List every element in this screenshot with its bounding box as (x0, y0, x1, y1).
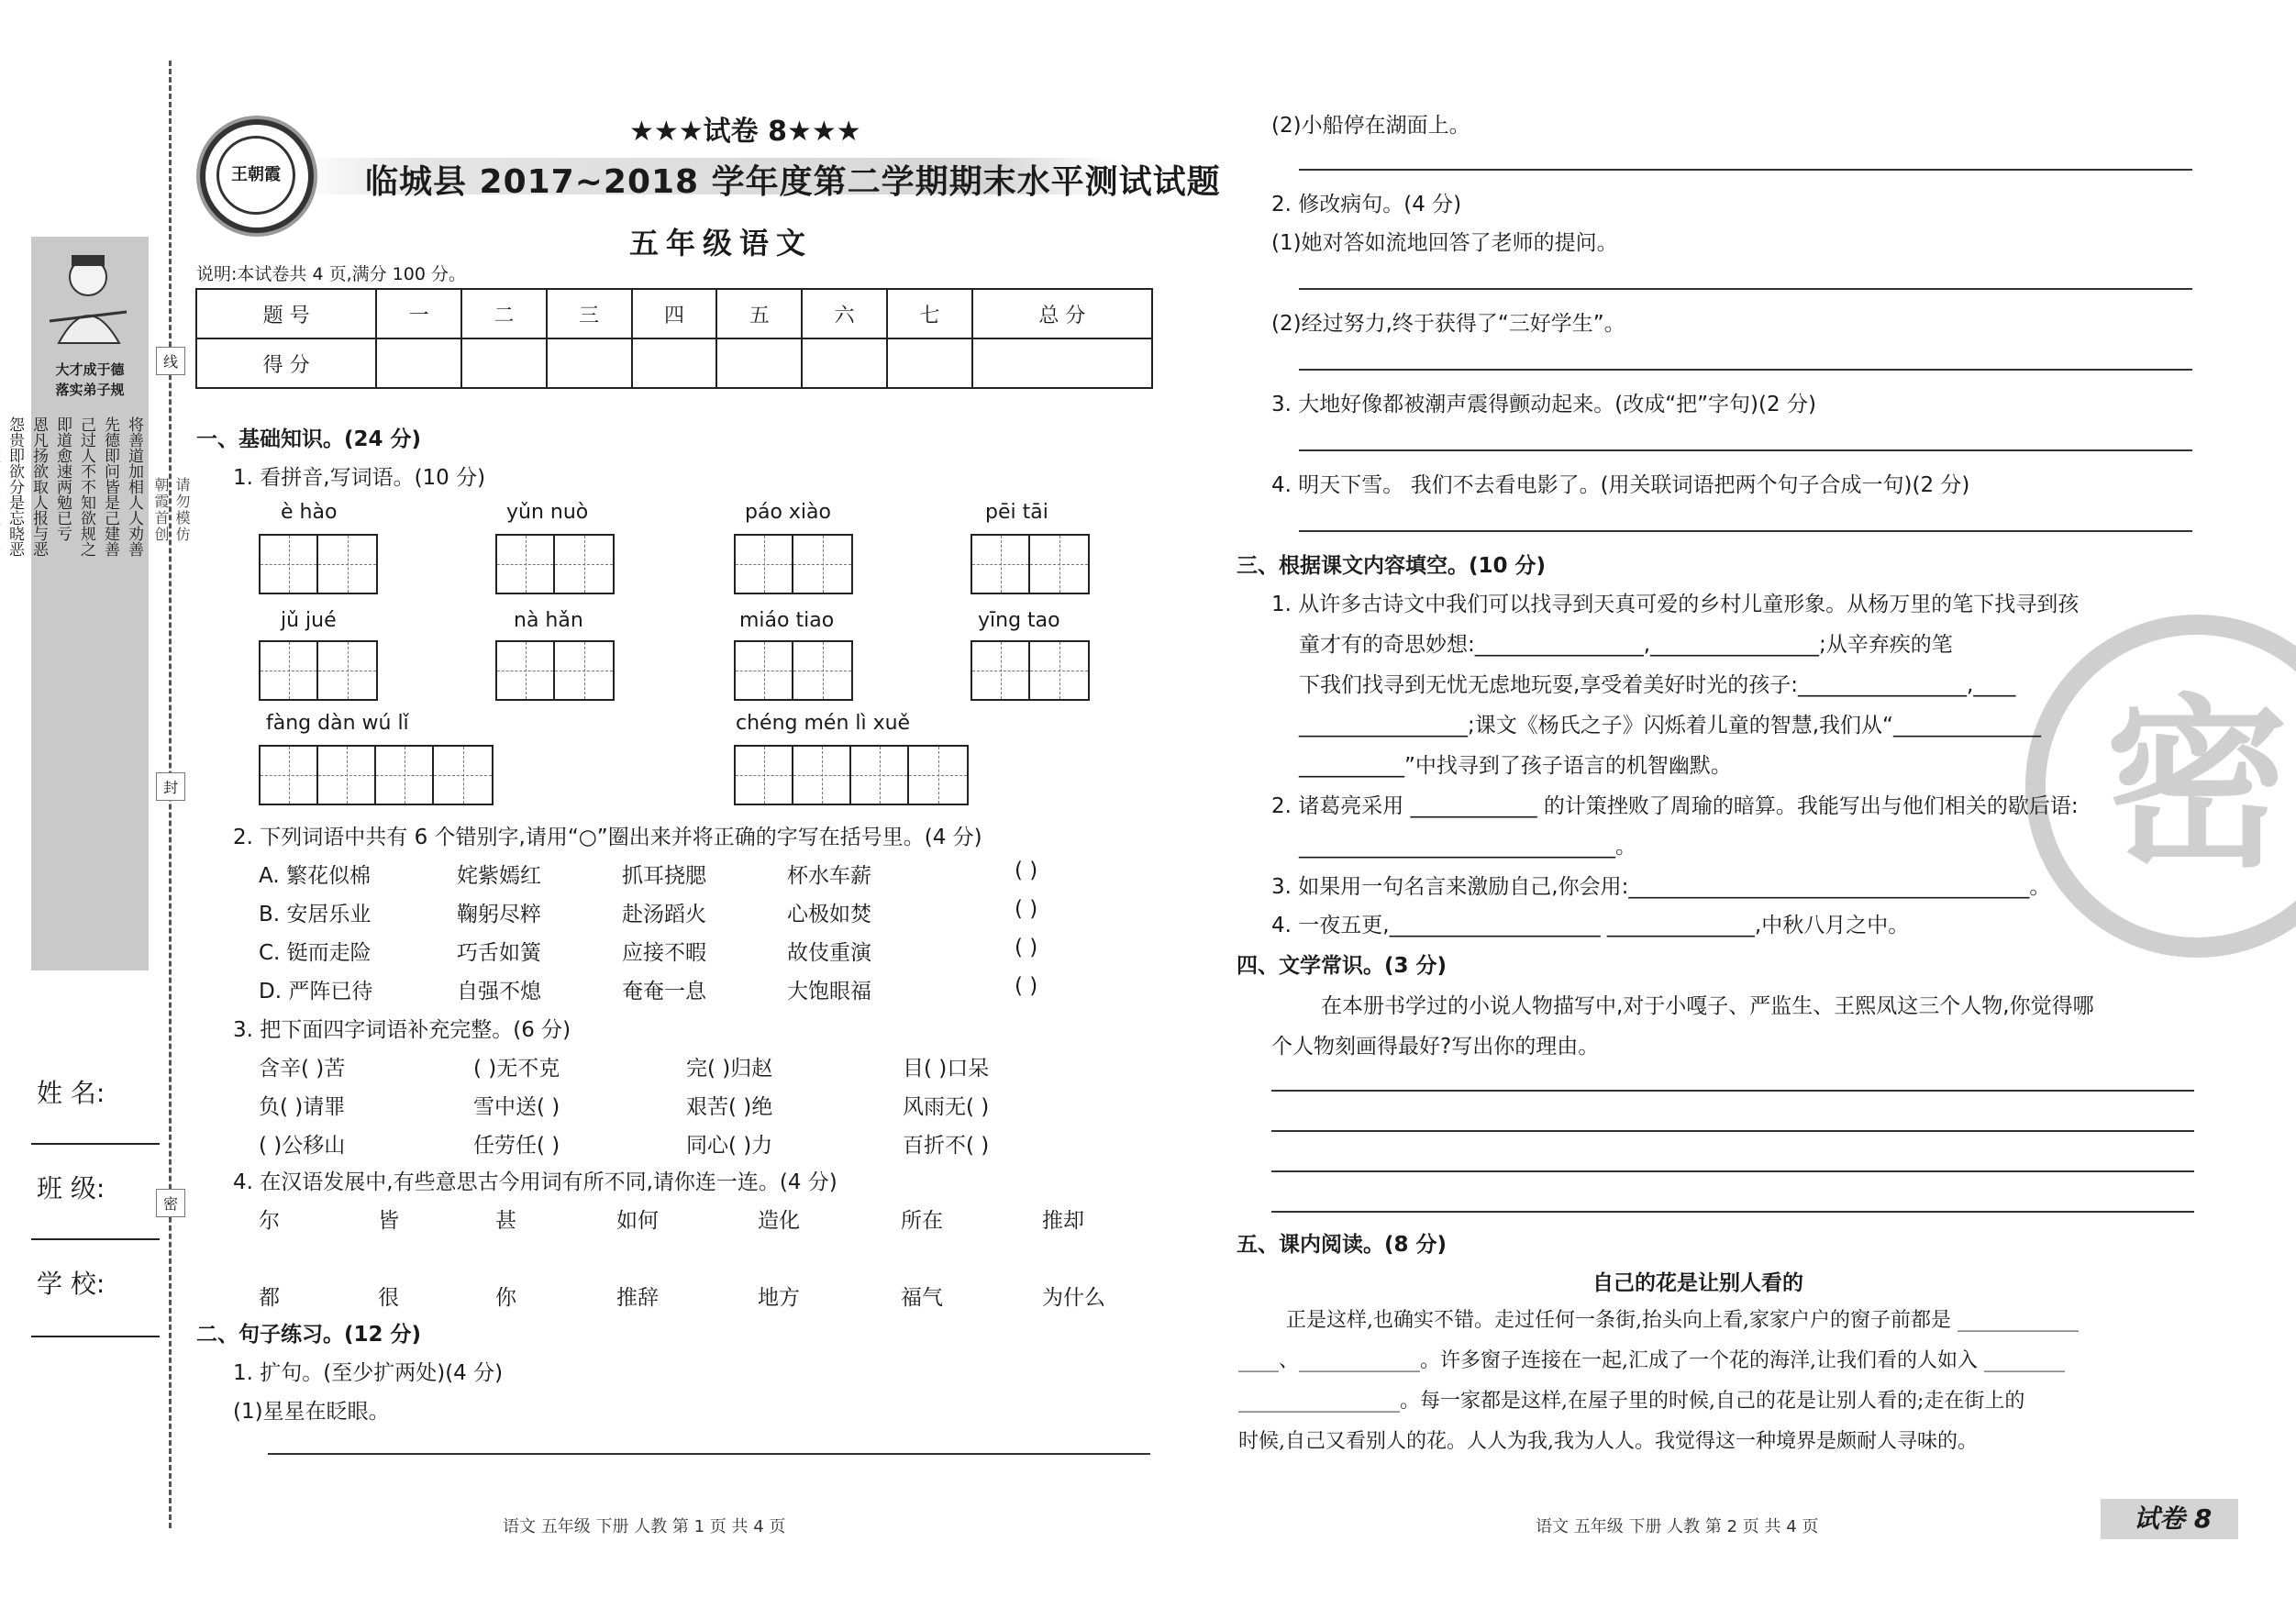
answer-line[interactable] (1271, 1170, 2194, 1172)
answer-line[interactable] (1299, 449, 2192, 451)
class-label: 班 级: (37, 1173, 105, 1203)
score-head-cell: 二 (461, 289, 547, 338)
match-bottom-word[interactable]: 地方 (758, 1286, 800, 1310)
motto-columns (6, 416, 145, 958)
s3-question-2[interactable]: 2. 诸葛亮采用 ____________ 的计策挫败了周瑜的暗算。我能写出与他们相关的歇后语: (1271, 794, 2079, 818)
section-5-heading: 五、课内阅读。(8 分) (1237, 1233, 1447, 1257)
exam-title: 临城县 2017~2018 学年度第二学期期末水平测试试题 (365, 163, 1221, 201)
q2-item: 杯水车薪 (787, 864, 871, 888)
q3-item[interactable]: 同心( )力 (686, 1134, 773, 1158)
motto-col: 己过人不不知欲规之 (77, 416, 95, 557)
pinyin-label: yīng tao (978, 609, 1060, 632)
exam-note: 说明:本试卷共 4 页,满分 100 分。 (196, 264, 466, 284)
seal-mark-feng: 封 (156, 772, 185, 801)
seal-watermark-icon: 密 (2025, 615, 2296, 958)
q3-item[interactable]: 任劳任( ) (473, 1134, 560, 1158)
q3-item[interactable]: 风雨无( ) (903, 1095, 990, 1119)
page-footer-left: 语文 五年级 下册 人教 第 1 页 共 4 页 (503, 1517, 786, 1536)
s3-q1-line: 1. 从许多古诗文中我们可以找寻到天真可爱的乡村儿童形象。从杨万里的笔下找寻到孩 (1271, 593, 2080, 616)
score-value-row (196, 338, 1152, 388)
corner-exam-label: 试卷 8 (2134, 1503, 2213, 1534)
s4-text: 在本册书学过的小说人物描写中,对于小嘎子、严监生、王熙凤这三个人物,你觉得哪 (1321, 994, 2094, 1018)
answer-line[interactable] (1299, 530, 2192, 532)
score-input-cell[interactable] (376, 338, 461, 388)
q2-item: D. 严阵已待 (259, 980, 373, 1004)
match-top-word[interactable]: 如何 (616, 1209, 659, 1233)
exam-number: ★★★试卷 8★★★ (629, 116, 861, 148)
motto-title-line2: 落实弟子规 (55, 382, 125, 398)
pinyin-label: páo xiào (745, 501, 831, 524)
score-head-cell: 总 分 (972, 289, 1152, 338)
q2-item: 抓耳挠腮 (622, 864, 706, 888)
s2-q1-item-1: (1)星星在眨眼。 (233, 1400, 390, 1424)
answer-line[interactable] (1299, 169, 2192, 171)
writing-grid[interactable] (734, 640, 853, 701)
answer-line[interactable] (268, 1453, 1150, 1455)
question-2: 2. 下列词语中共有 6 个错别字,请用“○”圈出来并将正确的字写在括号里。(4 分) (233, 826, 982, 849)
question-3: 3. 把下面四字词语补充完整。(6 分) (233, 1018, 571, 1042)
scholar-illustration-icon (31, 240, 149, 360)
answer-line[interactable] (1271, 1211, 2194, 1213)
q2-item: B. 安居乐业 (259, 903, 372, 926)
match-top-word[interactable]: 皆 (378, 1209, 399, 1233)
score-head-cell: 四 (632, 289, 717, 338)
question-4: 4. 在汉语发展中,有些意思古今用词有所不同,请你连一连。(4 分) (233, 1170, 837, 1194)
exam-subtitle: 五年级语文 (629, 226, 814, 261)
q3-item[interactable]: 完( )归赵 (686, 1057, 773, 1081)
score-input-cell[interactable] (972, 338, 1152, 388)
writing-grid[interactable] (971, 640, 1090, 701)
guide-text-2: 请勿模仿 (173, 477, 191, 543)
section-1-heading: 一、基础知识。(24 分) (196, 427, 422, 451)
pinyin-label: è hào (281, 501, 338, 524)
s3-question-4[interactable]: 4. 一夜五更,____________________ ______________,中秋八月之中。 (1271, 914, 1910, 937)
motto-title-line1: 大才成于德 (55, 361, 125, 378)
match-top-word[interactable]: 造化 (758, 1209, 800, 1233)
answer-line[interactable] (1271, 1090, 2194, 1092)
match-bottom-word[interactable]: 福气 (901, 1286, 943, 1310)
q3-item[interactable]: 百折不( ) (903, 1134, 990, 1158)
s3-q2-blank[interactable]: ______________________________。 (1299, 835, 1636, 859)
q2-answer-bracket[interactable]: ( ) (1015, 859, 1038, 882)
s2-q2-item-1: (1)她对答如流地回答了老师的提问。 (1271, 231, 1618, 255)
section-4-heading: 四、文学常识。(3 分) (1237, 954, 1447, 978)
q2-answer-bracket[interactable]: ( ) (1015, 897, 1038, 921)
score-head-cell: 三 (547, 289, 632, 338)
s2-question-1: 1. 扩句。(至少扩两处)(4 分) (233, 1361, 504, 1385)
q3-item[interactable]: 负( )请罪 (259, 1095, 346, 1119)
score-input-cell[interactable] (716, 338, 802, 388)
match-bottom-word[interactable]: 为什么 (1042, 1286, 1105, 1310)
match-bottom-word[interactable]: 你 (495, 1286, 516, 1310)
writing-grid[interactable] (734, 745, 969, 805)
motto-col (0, 416, 2, 958)
q2-item: A. 繁花似棉 (259, 864, 371, 888)
score-input-cell[interactable] (802, 338, 887, 388)
q2-item: 自强不熄 (457, 980, 541, 1004)
q3-item[interactable]: 雪中送( ) (473, 1095, 560, 1119)
s3-q1-line[interactable]: ________________;课文《杨氏之子》闪烁着儿童的智慧,我们从“______________ (1299, 714, 2041, 738)
motto-title (35, 360, 145, 400)
reading-title: 自己的花是让别人看的 (1592, 1271, 1803, 1295)
school-field[interactable] (31, 1336, 160, 1337)
s2-question-4: 4. 明天下雪。 我们不去看电影了。(用关联词语把两个句子合成一句)(2 分) (1271, 473, 1970, 497)
motto-col: 怨贵即欲分是忘晓恶 (6, 416, 24, 557)
s4-text: 个人物刻画得最好?写出你的理由。 (1271, 1035, 1600, 1059)
seal-mark-mi: 密 (156, 1189, 185, 1217)
match-top-word[interactable]: 推却 (1042, 1209, 1084, 1233)
match-top-word[interactable]: 所在 (901, 1209, 943, 1233)
motto-col: 恩凡扬欲取人报与恶 (29, 416, 48, 557)
match-bottom-word[interactable]: 都 (259, 1286, 280, 1310)
q2-answer-bracket[interactable]: ( ) (1015, 974, 1038, 998)
writing-grid[interactable] (495, 534, 615, 594)
score-input-cell[interactable] (461, 338, 547, 388)
score-head-cell: 五 (716, 289, 802, 338)
s2-q1-item-2: (2)小船停在湖面上。 (1271, 114, 1470, 138)
match-bottom-word[interactable]: 推辞 (616, 1286, 659, 1310)
s3-q1-line[interactable]: 下我们找寻到无忧无虑地玩耍,享受着美好时光的孩子:________________,____ (1299, 673, 2016, 697)
reading-line[interactable]: ________________。每一家都是这样,在屋子里的时候,自己的花是让别人看的;走在街上的 (1238, 1390, 2025, 1413)
q2-item: 姹紫嫣红 (457, 864, 541, 888)
pinyin-label: fàng dàn wú lǐ (266, 712, 409, 735)
pinyin-label: miáo tiao (739, 609, 835, 632)
answer-line[interactable] (1299, 369, 2192, 371)
q3-item[interactable]: 艰苦( )绝 (686, 1095, 773, 1119)
s2-question-3: 3. 大地好像都被潮声震得颤动起来。(改成“把”字句)(2 分) (1271, 393, 1816, 416)
writing-grid[interactable] (495, 640, 615, 701)
q2-item: 赴汤蹈火 (622, 903, 706, 926)
score-head-cell: 题 号 (196, 289, 376, 338)
s3-question-3[interactable]: 3. 如果用一句名言来激励自己,你会用:______________________________________。 (1271, 875, 2051, 899)
q2-item: 巧舌如簧 (457, 941, 541, 965)
answer-line[interactable] (1299, 288, 2192, 290)
q2-item: 大饱眼福 (787, 980, 871, 1004)
score-input-cell[interactable] (632, 338, 717, 388)
q2-item: 鞠躬尽粹 (457, 903, 541, 926)
class-field[interactable] (31, 1238, 160, 1240)
pinyin-label: nà hǎn (514, 609, 583, 632)
score-table (195, 288, 1153, 389)
score-label-cell: 得 分 (196, 338, 376, 388)
s3-q1-line[interactable]: 童才有的奇思妙想:________________,________________;从辛弃疾的笔 (1299, 633, 1953, 657)
q2-item: C. 铤而走险 (259, 941, 372, 965)
motto-col: 即道愈速两勉已亏 (53, 416, 72, 541)
pinyin-label: pēi tāi (985, 501, 1048, 524)
match-top-word[interactable]: 甚 (495, 1209, 516, 1233)
reading-line[interactable]: ____、____________。许多窗子连接在一起,汇成了一个花的海洋,让我们看的人如入 ________ (1238, 1349, 2065, 1372)
score-head-cell: 一 (376, 289, 461, 338)
q3-item[interactable]: 目( )口呆 (903, 1057, 990, 1081)
pinyin-label: jǔ jué (281, 609, 337, 632)
s2-q2-item-2: (2)经过努力,终于获得了“三好学生”。 (1271, 312, 1625, 336)
section-3-heading: 三、根据课文内容填空。(10 分) (1237, 554, 1547, 578)
q3-item[interactable]: 含辛( )苦 (259, 1057, 346, 1081)
q2-item: 故伎重演 (787, 941, 871, 965)
writing-grid[interactable] (259, 640, 378, 701)
reading-line[interactable]: 正是这样,也确实不错。走过任何一条街,抬头向上看,家家户户的窗子前都是 ____________ (1286, 1309, 2079, 1332)
writing-grid[interactable] (259, 745, 494, 805)
writing-grid[interactable] (734, 534, 853, 594)
guide-text-1: 朝霞首创 (152, 477, 170, 543)
score-input-cell[interactable] (887, 338, 972, 388)
score-head-cell: 七 (887, 289, 972, 338)
question-1: 1. 看拼音,写词语。(10 分) (233, 466, 486, 490)
score-input-cell[interactable] (547, 338, 632, 388)
s2-question-2: 2. 修改病句。(4 分) (1271, 193, 1462, 216)
motto-col: 先德即问皆是己建善 (101, 416, 119, 557)
pinyin-label: chéng mén lì xuě (736, 712, 911, 735)
seal-mark-xian: 线 (156, 347, 185, 375)
pinyin-label: yǔn nuò (506, 501, 589, 524)
q3-item[interactable]: ( )无不克 (473, 1057, 560, 1081)
motto-col: 将善道加相人人劝善 (125, 416, 143, 557)
answer-line[interactable] (1271, 1130, 2194, 1132)
match-bottom-word[interactable]: 很 (378, 1286, 399, 1310)
section-2-heading: 二、句子练习。(12 分) (196, 1323, 422, 1347)
q2-item: 心极如焚 (787, 903, 871, 926)
q2-answer-bracket[interactable]: ( ) (1015, 936, 1038, 959)
writing-grid[interactable] (259, 534, 378, 594)
name-field[interactable] (31, 1143, 160, 1145)
s3-q1-line[interactable]: __________”中找寻到了孩子语言的机智幽默。 (1299, 754, 1732, 778)
q2-item: 奄奄一息 (622, 980, 706, 1004)
writing-grid[interactable] (971, 534, 1090, 594)
match-top-word[interactable]: 尔 (259, 1209, 280, 1233)
brand-logo-text: 王朝霞 (216, 136, 295, 215)
score-head-cell: 六 (802, 289, 887, 338)
q2-item: 应接不暇 (622, 941, 706, 965)
reading-line: 时候,自己又看别人的花。人人为我,我为人人。我觉得这一种境界是颇耐人寻味的。 (1238, 1430, 1978, 1453)
page-footer-right: 语文 五年级 下册 人教 第 2 页 共 4 页 (1536, 1517, 1819, 1536)
q3-item[interactable]: ( )公移山 (259, 1134, 346, 1158)
name-label: 姓 名: (37, 1078, 105, 1108)
score-header-row (196, 289, 1152, 338)
school-label: 学 校: (37, 1269, 105, 1299)
